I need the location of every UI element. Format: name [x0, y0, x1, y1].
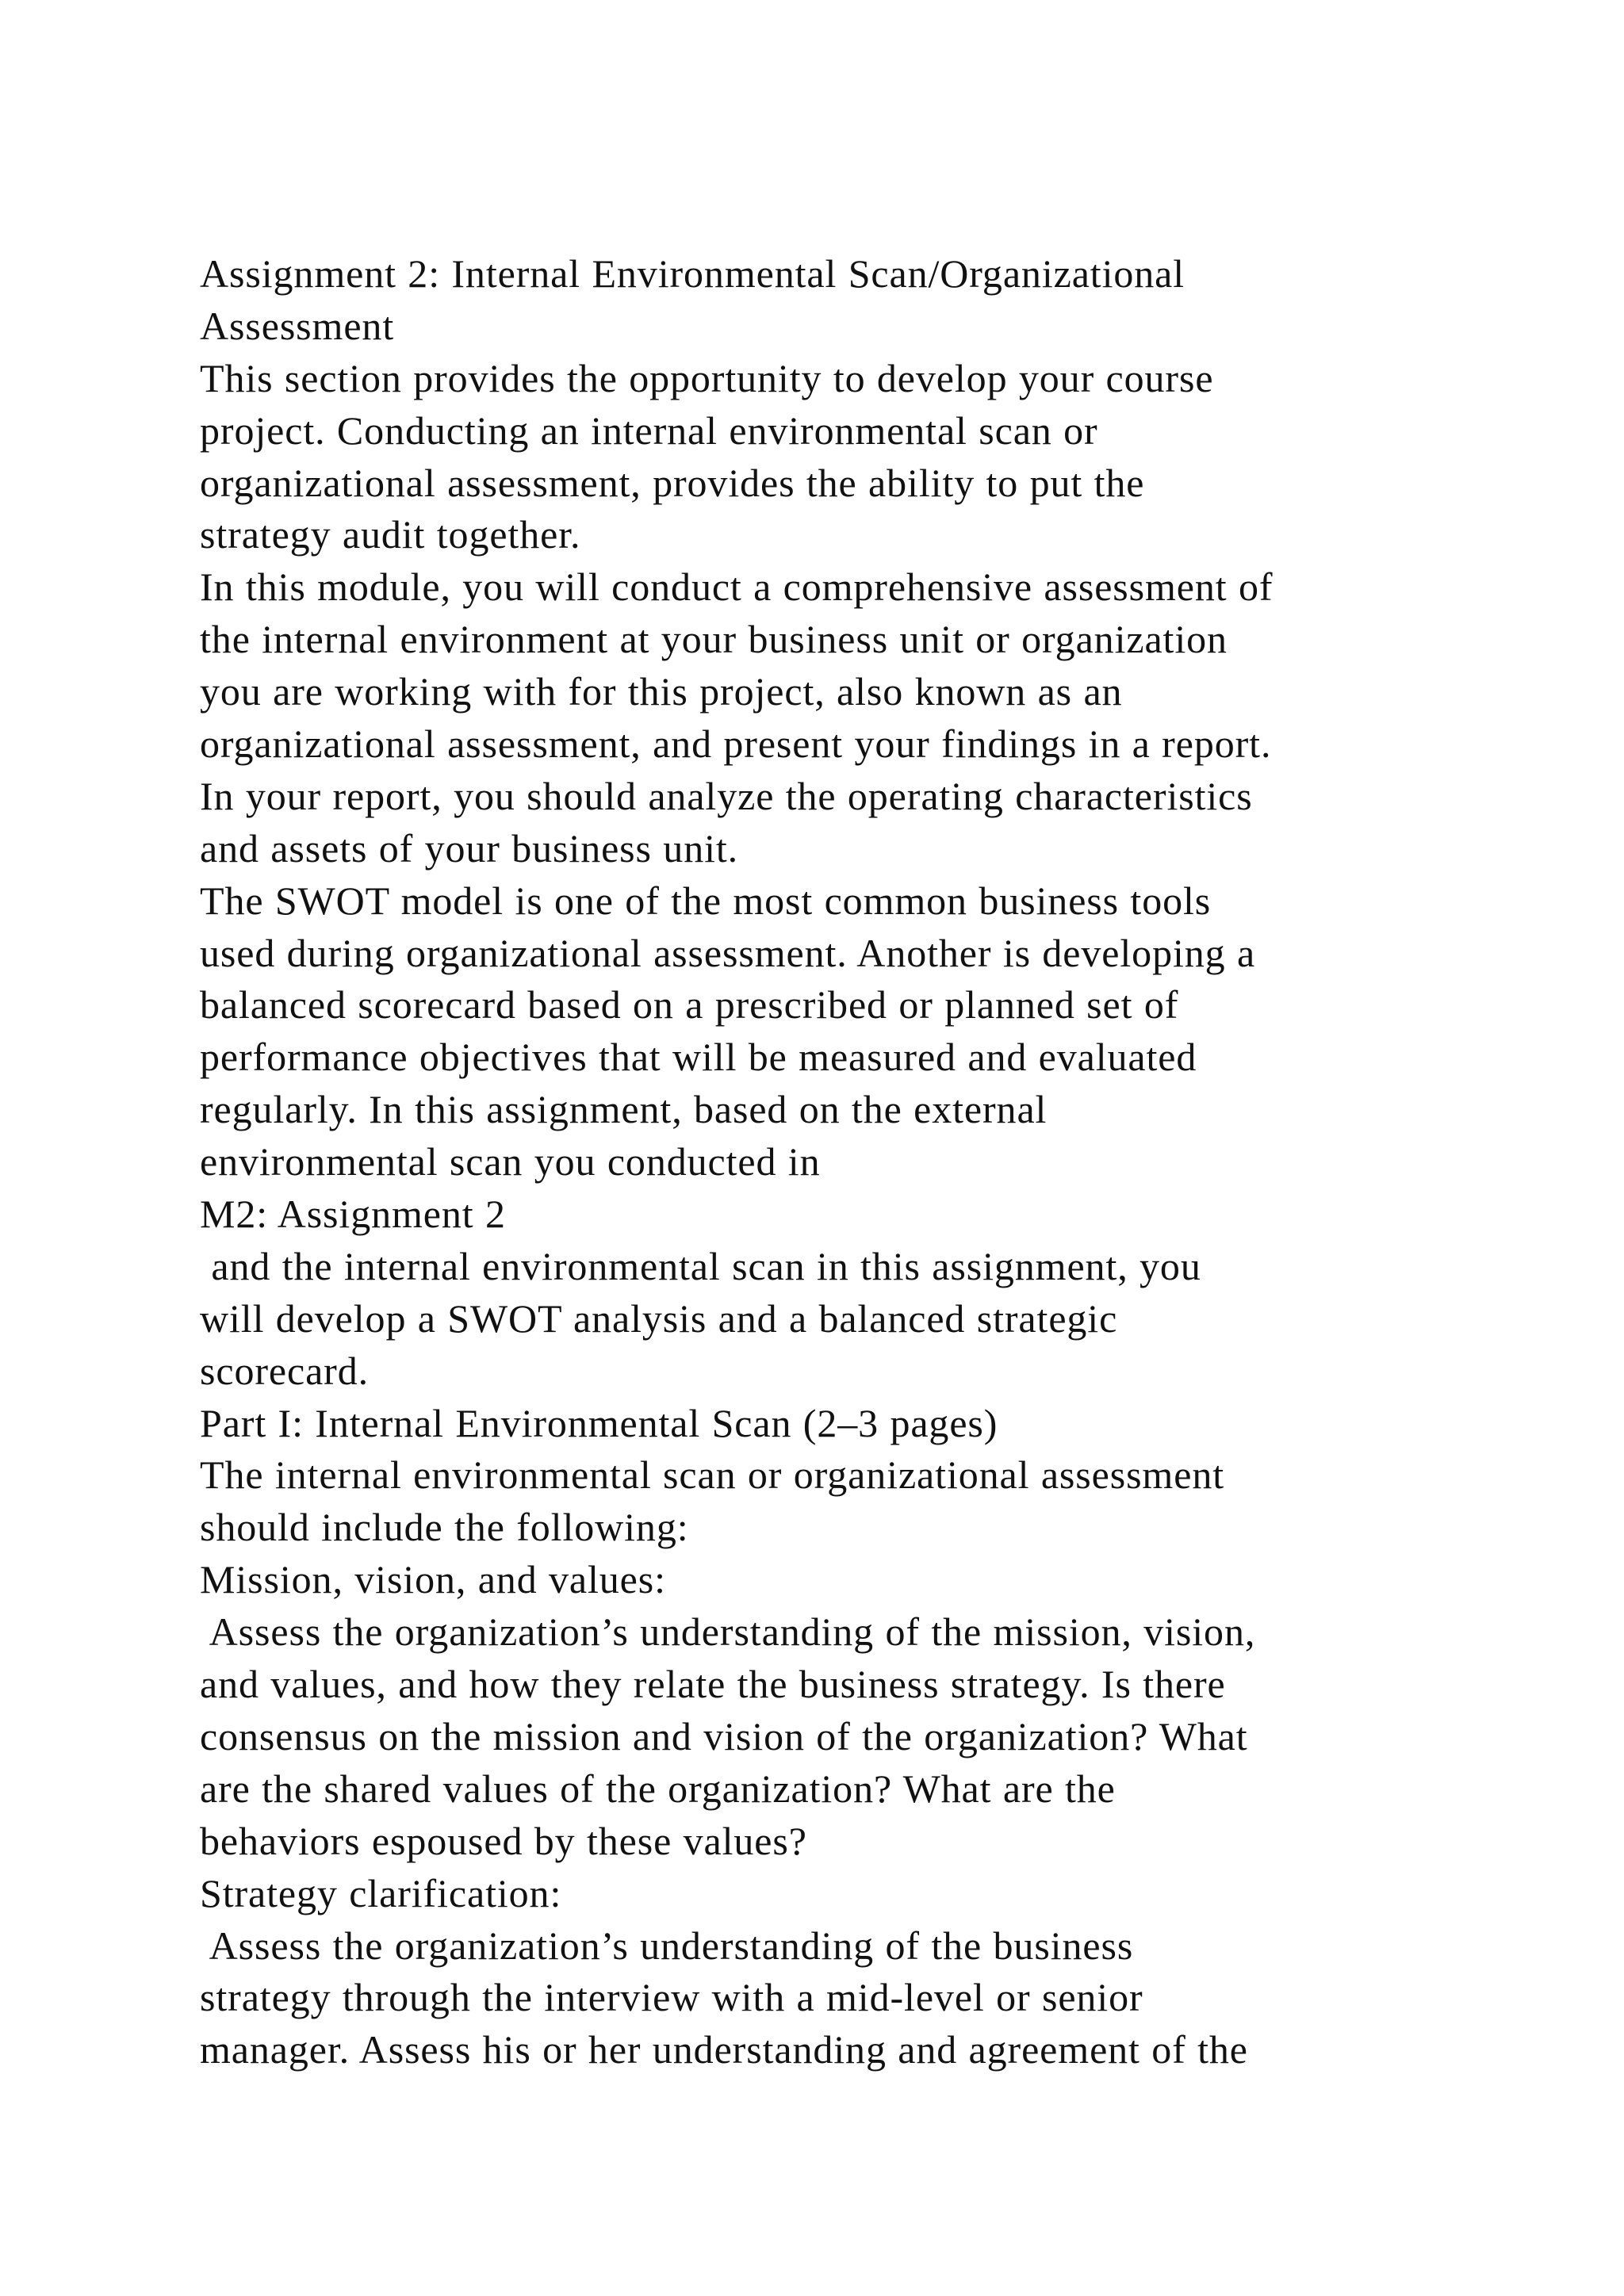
text-line: the internal environment at your business unit or organization [200, 617, 1228, 662]
text-line: and the internal environmental scan in this assignment, you [200, 1243, 1201, 1288]
text-line: The SWOT model is one of the most common business tools [200, 878, 1212, 923]
text-line: and values, and how they relate the business strategy. Is there [200, 1662, 1226, 1707]
text-line: will develop a SWOT analysis and a balanced strategic [200, 1295, 1118, 1341]
title-line-1: Assignment 2: Internal Environmental Scan/Organizational [200, 251, 1185, 296]
text-line: balanced scorecard based on a prescribed or planned set of [200, 982, 1179, 1027]
subheading-mission-vision-values: Mission, vision, and values: [200, 1557, 666, 1602]
text-line: In this module, you will conduct a comprehensive assessment of [200, 564, 1274, 610]
text-line: are the shared values of the organization? What are the [200, 1766, 1116, 1811]
text-line: behaviors espoused by these values? [200, 1818, 807, 1863]
text-line: organizational assessment, provides the ability to put the [200, 460, 1145, 505]
text-line: regularly. In this assignment, based on the external [200, 1087, 1048, 1132]
text-line: environmental scan you conducted in [200, 1139, 821, 1184]
section-heading-part-1: Part I: Internal Environmental Scan (2–3 pages) [200, 1400, 998, 1445]
subheading-strategy-clarification: Strategy clarification: [200, 1870, 562, 1915]
text-line: scorecard. [200, 1348, 370, 1393]
text-line: performance objectives that will be measured and evaluated [200, 1035, 1197, 1080]
text-line: consensus on the mission and vision of the organization? What [200, 1713, 1248, 1758]
text-line: The internal environmental scan or organizational assessment [200, 1452, 1225, 1498]
text-line: In your report, you should analyze the operating characteristics [200, 773, 1253, 818]
text-line: used during organizational assessment. Another is developing a [200, 930, 1256, 975]
text-line: manager. Assess his or her understanding and agreement of the [200, 2027, 1248, 2072]
text-line: strategy through the interview with a mid-level or senior [200, 1975, 1143, 2020]
text-line: project. Conducting an internal environmental scan or [200, 408, 1098, 453]
title-line-2: Assessment [200, 303, 395, 348]
text-line: Assess the organization’s understanding of the mission, vision, [200, 1609, 1256, 1655]
text-line: you are working with for this project, also known as an [200, 669, 1123, 714]
document-body [200, 248, 1611, 2076]
text-line: and assets of your business unit. [200, 825, 739, 871]
text-line: organizational assessment, and present your findings in a report. [200, 721, 1272, 767]
text-line: This section provides the opportunity to develop your course [200, 355, 1214, 400]
text-line: should include the following: [200, 1505, 689, 1550]
text-line: Assess the organization’s understanding of the business [200, 1923, 1134, 1968]
text-line: strategy audit together. [200, 512, 581, 557]
text-line: M2: Assignment 2 [200, 1192, 506, 1237]
